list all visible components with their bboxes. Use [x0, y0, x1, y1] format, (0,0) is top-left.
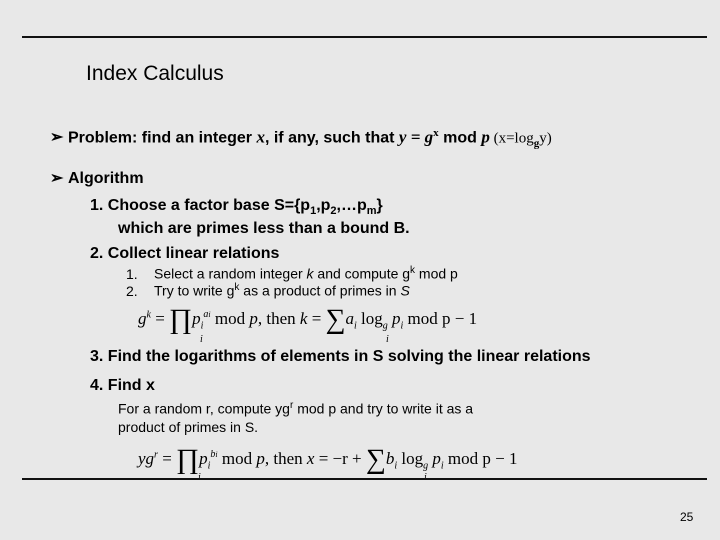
step-3: 3. Find the logarithms of elements in S solving the linear relations — [90, 348, 591, 365]
arrow-bullet-icon: ➢ — [50, 170, 64, 187]
step-4-line-2: product of primes in S. — [118, 419, 259, 435]
slide-title: Index Calculus — [86, 62, 224, 85]
step-1: 1. Choose a factor base $S=\{p_1,p_2,\dots p_m\}$ — [90, 197, 383, 218]
step-2: 2. Collect linear relations — [90, 245, 280, 262]
algorithm-bullet: ➢ Algorithm — [50, 170, 144, 187]
bottom-divider — [22, 478, 707, 480]
problem-bullet: ➢ Problem: find an integer x, if any, such that $y = g^x$ mod p $(x=\log_gy)$ — [50, 127, 552, 150]
product-symbol: ∏ — [176, 444, 200, 475]
sum-symbol: ∑ — [325, 304, 346, 335]
step-1-line-2: which are primes less than a bound B. — [118, 220, 410, 237]
sum-symbol: ∑ — [365, 444, 386, 475]
page-number: 25 — [680, 510, 694, 524]
formula-linear-relation: $g^k$ = $\prod p_i^{ai}$ mod p, then $k = \sum a_i$ $\log_g p_i$ mod p − 1 i i — [138, 304, 478, 345]
arrow-bullet-icon: ➢ — [50, 129, 64, 147]
substep-2-2: 2. Try to write $g^k$ as a product of primes in S — [126, 282, 410, 299]
formula-find-x: $yg^r$ = $\prod p_i^{bi}$ mod p, then $x = -r + \sum b_i$ $\log_g p_i$ mod p − 1 — [138, 444, 518, 475]
step-4: 4. Find x — [90, 377, 155, 394]
step-4-line-1: For a random r, compute $yg^r$ mod p and try to write it as a — [118, 400, 474, 417]
substep-2-1: 1. Select a random integer k and compute $g^k$ mod p — [126, 265, 458, 282]
product-symbol: ∏ — [169, 304, 193, 335]
top-divider — [22, 36, 707, 38]
